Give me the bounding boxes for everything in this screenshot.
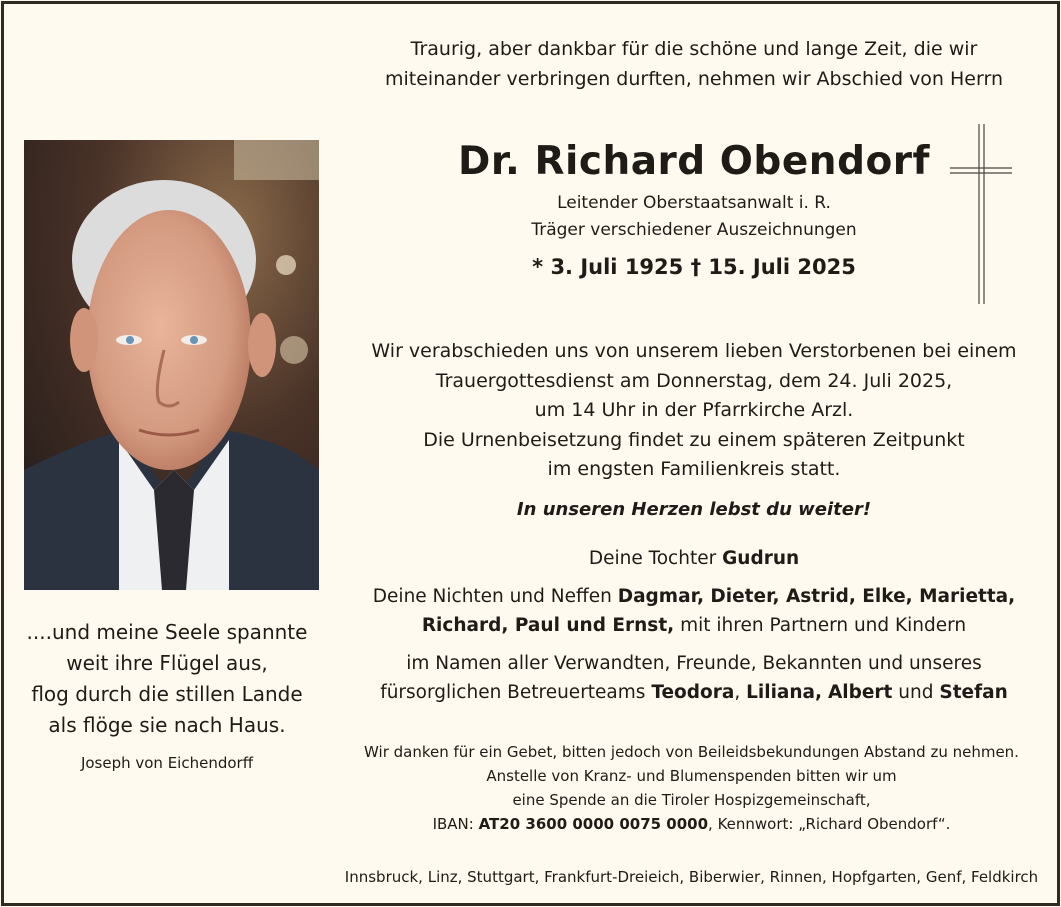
daughter-line xyxy=(339,544,1049,574)
service-line: Trauergottesdienst am Donnerstag, dem 24. Juli 2025, xyxy=(435,369,953,392)
service-line: im engsten Familienkreis statt. xyxy=(547,458,841,480)
relatives-line xyxy=(339,582,1049,612)
carer-name: Albert xyxy=(827,682,893,703)
poem-line: als flöge sie nach Haus. xyxy=(48,713,286,737)
carer-conjunction: und xyxy=(898,682,934,703)
carer-name: Teodora xyxy=(651,682,735,703)
obituary-frame xyxy=(1,1,1060,906)
donation-line: Anstelle von Kranz- und Blumenspenden bitten wir um xyxy=(486,767,897,785)
portrait-photo xyxy=(24,140,319,590)
service-info xyxy=(344,337,1044,485)
poem-line: weit ihre Flügel aus, xyxy=(66,651,268,675)
relatives-names: Richard, Paul und Ernst, xyxy=(421,615,675,636)
mourners-list xyxy=(339,544,1049,708)
life-dates: * 3. Juli 1925 † 15. Juli 2025 xyxy=(532,255,856,279)
poem xyxy=(12,617,322,741)
iban-line xyxy=(334,812,1049,836)
iban-value: AT20 3600 0000 0075 0000 xyxy=(478,815,709,833)
deceased-award: Träger verschiedener Auszeichnungen xyxy=(531,220,857,240)
poem-line: flog durch die stillen Lande xyxy=(31,682,303,706)
carer-separator: , xyxy=(734,682,741,703)
motto: In unseren Herzen lebst du weiter! xyxy=(516,499,872,520)
service-line: Die Urnenbeisetzung findet zu einem späteren Zeitpunkt xyxy=(423,428,965,451)
deceased-title: Leitender Oberstaatsanwalt i. R. xyxy=(557,193,831,213)
poem-line: ....und meine Seele spannte xyxy=(26,620,308,644)
service-line: um 14 Uhr in der Pfarrkirche Arzl. xyxy=(534,399,854,421)
keyword-text: , Kennwort: „Richard Obendorf“. xyxy=(708,815,951,833)
cross-icon xyxy=(948,122,1014,306)
places-line: Innsbruck, Linz, Stuttgart, Frankfurt-Dreieich, Biberwier, Rinnen, Hopfgarten, Genf, Feldkirch xyxy=(344,868,1039,886)
carers-line xyxy=(339,678,1049,708)
deceased-name: Dr. Richard Obendorf xyxy=(458,139,930,184)
deceased-titles xyxy=(434,190,954,244)
intro-text xyxy=(344,34,1044,94)
relatives-suffix: mit ihren Partnern und Kindern xyxy=(680,615,967,636)
thanks-line: Wir danken für ein Gebet, bitten jedoch von Beileidsbekundungen Abstand zu nehmen. xyxy=(364,743,1019,761)
intro-line: Traurig, aber dankbar für die schöne und lange Zeit, die wir xyxy=(410,38,978,60)
iban-label: IBAN: xyxy=(432,815,474,833)
carers-prefix: fürsorglichen Betreuerteams xyxy=(380,682,646,703)
poem-author: Joseph von Eichendorff xyxy=(80,754,254,772)
donation-line: eine Spende an die Tiroler Hospizgemeinschaft, xyxy=(512,791,871,809)
carer-name: Stefan xyxy=(939,682,1008,703)
intro-line: miteinander verbringen durften, nehmen wir Abschied von Herrn xyxy=(385,68,1003,90)
daughter-prefix: Deine Tochter xyxy=(588,548,717,569)
thanks-text xyxy=(334,740,1049,836)
relatives-prefix: Deine Nichten und Neffen xyxy=(372,585,612,607)
carer-name: Liliana, xyxy=(746,682,823,703)
relatives-names: Dagmar, Dieter, Astrid, Elke, Marietta, xyxy=(617,585,1016,607)
relatives-line xyxy=(339,611,1049,641)
daughter-name: Gudrun xyxy=(722,548,800,569)
service-line: Wir verabschieden uns von unserem lieben Verstorbenen bei einem xyxy=(371,340,1017,362)
others-line: im Namen aller Verwandten, Freunde, Bekannten und unseres xyxy=(406,652,982,674)
